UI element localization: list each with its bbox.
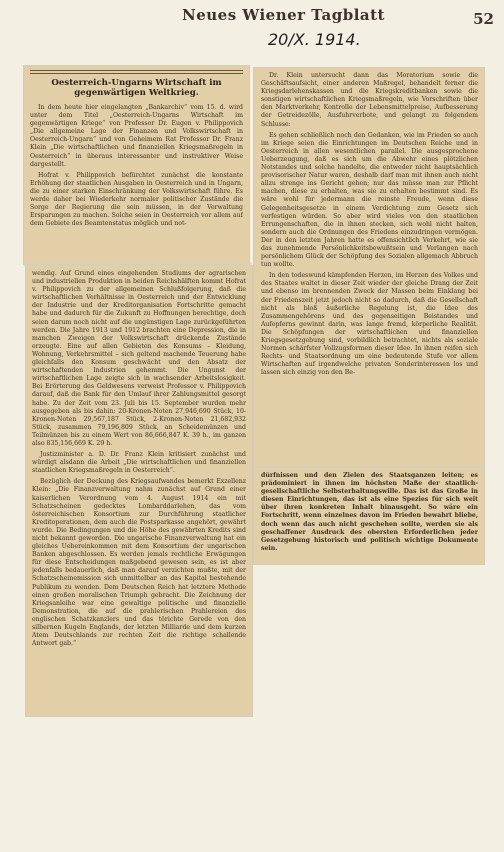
paragraph: In dem heute hier eingelangten „Bankarchiv“ vom 15. d. wird unter dem Titel „Oesterreich-Ungarns Wirtschaft im gegenwärtigen Kriege“ von Professor Dr. Eugen v. Philippovich „Die allgemeine Lage der Finanzen und Volkswirtschaft in Oesterreich-Ungarn“ und von Geheimem Rat Professor Dr. Franz Klein „Die wirtschaftlichen und finanziellen Kriegsmaßregeln in Oesterreich“ in überaus interessanter und instruktiver Weise dargestellt. <box>30 104 243 168</box>
article-column-2-top <box>261 72 478 462</box>
paragraph: wendig. Auf Grund eines eingehenden Studiums der agrarischen und industriellen Produktion in beiden Reichshälften kommt Hofrat v. Philippovich zu der allgemeinen Schlußfolgerung, daß die wirtschaftlichen Verhältnisse in Oesterreich und der Entwicklung der Industrie und der Kreditorganisation Fortschritte gemacht habe und dadurch für die Zukunft zu Hoffnungen berechtige, doch seien darum noch nicht auf die ungünstigen Lage zurückgeführten werden. Die Jahre 1913 und 1912 brachten eine Depression, die in manchen Zweigen der Volkswirtschaft drückende Zustände erzeugte. Eine auf allen Gebieten des Konsums – Kleidung, Wohnung, Verkehrsmittel – sich geltend machende Teuerung habe gleichfalls den Konsum geschwächt und den Absatz der wirtschaftenden Industrien gehemmt. Die Ungunst der wirtschaftlichen Lage zeigte sich in wachsender Arbeitslosigkeit. Bei Erörterung des Geldwesens verweist Professor v. Philippovich darauf, daß die Bank für den Umlauf ihrer Zahlungsmittel gesorgt habe. Zu der Zeit vom 23. Juli bis 15. September wurden mehr ausgegeben als bis dahin: 20-Kronen-Noten 27,946,690 Stück, 10-Kronen-Noten 29,567,187 Stück, 2-Kronen-Noten 21,682,932 Stück, zusammen 79,196,809 Stück, an Scheidemünzen und Teilmünzen bis zu einem Wert von 86,666,847 K. 39 h., im ganzen also 835,156,669 K. 29 h. <box>32 270 246 447</box>
article-column-2-bottom <box>261 472 478 562</box>
paragraph: Justizminister a. D. Dr. Franz Klein kritisiert zunächst und würdigt alsdann die Arbeit „Die wirtschaftlichen und finanziellen staatlichen Kriegsmaßregeln in Oesterreich“. <box>32 451 246 475</box>
headline-rule <box>30 70 243 74</box>
page-number: 52 <box>473 10 494 28</box>
article-column-1-bottom <box>32 270 246 712</box>
article-headline: Oesterreich-Ungarns Wirtschaft im gegenwärtigen Weltkrieg. <box>51 78 222 98</box>
tape-strip <box>254 465 484 469</box>
paragraph: In den todeswund kämpfenden Herzen, im Herzen des Volkes und des Staates waltet in dieser Zeit wieder der gleiche Drang der Zeit und ebenso im brennenden Zweck der Massen beim Einklang bei der Friedenszeit jetzt jedoch nicht so dadurch, daß die Gesellschaft nicht als bloß äußerliche Regelung ist, die Idee des Zusammengehörens und des gegenseitigen Beistandes und Aufopferns gewinnt darin, was lange fremd, körperliche Realität. Die Schöpfungen der wirtschaftlichen und finanziellen Kriegsgesetzgebung sind, vorbildlich betrachtet, nichts als soziale Normen schärfster Vollzugsformen dieser Idee. In ihnen reifen sich Rechts- und Staatsordnung um eine bedeutende Stufe vor allem Wirtschaften auf irgendwelche privaten Sonderinteressen los und lassen sich einzig von den Be- <box>261 272 478 377</box>
paragraph: Dr. Klein untersucht dann das Moratorium sowie die Geschäftsaufsicht, einer anderen Maßregel, behandelt ferner die Kriegsdarlehenskassen und die Kriegskreditbanken sowie die sonstigen wirtschaftlichen Kriegsmaßregeln, wie Vorschriften über den Marktverkehr, Kontrolle der Lebensmittelpreise, Aufbesserung der Getreidezölle, Ausfuhrverbote, und gelangt zu folgendem Schlusse: <box>261 72 478 128</box>
paragraph: Hofrat v. Philippovich befürchtet zunächst die konstante Erhöhung der staatlichen Ausgaben in Oesterreich und in Ungarn, die zu einer starken Einschränkung der Volkswirtschaft führe. Es werde daher bei Wiederkehr normaler politischer Zustände die Sorge der Regierung die sein müssen, in der Verwaltung Ersparungen zu machen. Solche seien in Oesterreich vor allem auf dem Gebiete des Beamtenstatus möglich und not- <box>30 171 243 228</box>
article-column-1-top <box>30 70 243 262</box>
paragraph: Es gehen schließlich noch den Gedanken, wie im Frieden so auch im Kriege seien die Einrichtungen im Deutschen Reiche und in Oesterreich in allen wesentlichen parallel. Die ausgesprochene Ueberzeugung, daß es sich um die Abwehr eines plötzlichen Notstandes und solche handelte, die entweder nicht hauptsächlich provisorischer Natur waren, deshalb darf man mit ihnen auch nicht allzu strenge ins Gericht gehen; nur das müsse man zur Pflicht machen, diese zu erhalten, was sie zu erhalten bestimmt sind. Es wäre wohl für jedermann die reinste Freude, wenn diese Gelegenheitsgesetze in einem Verdichtung zum Gesetz sich verfestigen würden. So aber wird vieles von den staatlichen Errungenschaften, die in ihnen stecken, sich wohl nicht halten, sondern auch die Ordnungen des Friedens einzudringen vermögen. Der in den letzten Jahren hatte es offensichtlich Verkehrt, wie sie das zunehmende Persönlichkeitsbewußtsein und Verlangen nach persönlichem Glück der Schöpfung des Sozialen allgemach Abbruch tun wollte. <box>261 131 478 269</box>
tape-strip <box>24 262 252 267</box>
newspaper-title: Neues Wiener Tagblatt <box>182 6 385 24</box>
paragraph: dürfnissen und den Zielen des Staatsganzen leiten; es prädominiert in ihnen im höchsten Maße der staatlich-gesellschaftliche Selbsterhaltungswille. Das ist das Große in diesen Einrichtungen, das ist als eine Spezies für sich weit über ihren konkreten Inhalt hinausgeht. So wäre ein Fortschritt, wenn einzelnes davon im Frieden bewahrt bliebe, doch wenn das auch nicht geschehen sollte, werden sie als geschaffener Ausdruck des obersten Erforderlichen jeder Gesetzgebung historisch und politisch wichtige Dokumente sein. <box>261 472 478 552</box>
paragraph: Bezüglich der Deckung des Kriegsaufwandes bemerkt Exzellenz Klein: „Die Finanzverwaltung nahm zunächst auf Grund einer kaiserlichen Verordnung vom 4. August 1914 ein mit Schatzscheinen gedecktes Lombarddarlehen, das vom österreichischen Konsortium zur Durchführung staatlicher Kreditoperationen, dem auch die Postsparkasse angehört, gewährt wurde. Die Bedingungen und die Höhe des gewährten Kredits sind nicht bekannt geworden. Die ungarische Finanzverwaltung hat ein gleiches Uebereinkommen mit dem Konsortium der ungarischen Banken abgeschlossen. Es werden jemals rechtliche Erwägungen für diese Entscheidungen maßgebend gewesen sein, es ist aber jedenfalls bedauerlich, daß man darauf verzichten mußte, mit der Schatzscheinemission sich unmittelbar an das Kapital bestehende Publikum zu wenden. Dem Deutschen Reich hat letztere Methode einen großen moralischen Triumph gebracht. Die Zeichnung der Kriegsanleihe war eine gewaltige politische und finanzielle Demonstration, die auf die prahlerischen Prahlereien des englischen Schatzkanzlers und das törichte Gerede von den silbernen Kugeln Englands, der letzten Milliarde und dem kurzen Atem Deutschlands zur rechten Zeit die richtige schallende Antwort gab.“ <box>32 478 246 648</box>
handwritten-date: 20/X. 1914. <box>268 30 361 49</box>
